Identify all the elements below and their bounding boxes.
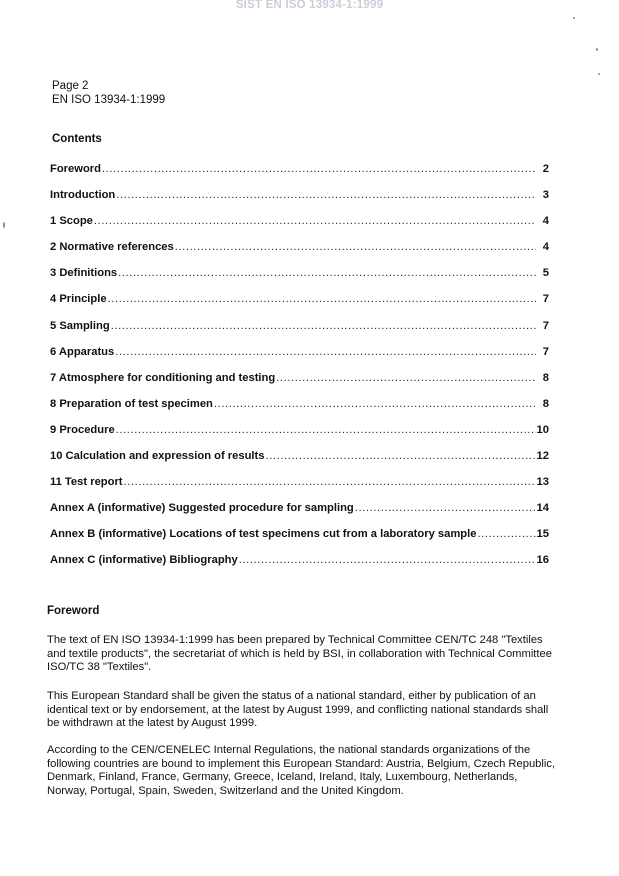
toc-entry-title: Annex A (informative) Suggested procedure for sampling (50, 502, 354, 515)
toc-entry-page: 8 (542, 371, 549, 384)
toc-entry[interactable] (50, 215, 549, 241)
toc-leader-dots (102, 163, 536, 175)
standard-reference: EN ISO 13934-1:1999 (52, 94, 166, 106)
toc-leader-dots (111, 320, 536, 332)
scan-speck (596, 48, 598, 51)
toc-entry-page: 2 (542, 163, 549, 175)
toc-entry-page: 4 (542, 215, 549, 228)
toc-leader-dots (276, 372, 536, 384)
toc-entry[interactable] (50, 346, 549, 372)
toc-entry-page: 13 (536, 476, 549, 489)
toc-entry-title: Annex B (informative) Locations of test specimens cut from a laboratory sample (50, 528, 477, 541)
toc-leader-dots (239, 554, 536, 566)
toc-entry-title: 5 Sampling (50, 319, 110, 332)
toc-leader-dots (108, 293, 536, 305)
toc-leader-dots (94, 215, 536, 227)
toc-entry-title: Foreword (50, 163, 101, 175)
contents-heading: Contents (52, 133, 102, 145)
toc-entry-title: 8 Preparation of test specimen (50, 397, 213, 410)
toc-entry[interactable] (50, 320, 549, 346)
toc-entry[interactable] (50, 189, 549, 215)
toc-entry-title: Introduction (50, 189, 116, 202)
toc-entry-page: 3 (542, 189, 549, 202)
foreword-heading: Foreword (47, 605, 100, 617)
toc-leader-dots (118, 267, 536, 279)
toc-entry-title: 10 Calculation and expression of results (50, 450, 265, 463)
toc-entry[interactable] (50, 398, 549, 424)
toc-entry-page: 8 (542, 397, 549, 410)
toc-entry[interactable] (50, 528, 549, 554)
toc-entry[interactable] (50, 476, 549, 502)
toc-entry-title: Annex C (informative) Bibliography (50, 554, 238, 567)
toc-entry-title: 7 Atmosphere for conditioning and testing (50, 371, 276, 384)
scan-speck (3, 222, 5, 228)
toc-entry-page: 16 (536, 554, 549, 567)
table-of-contents (50, 163, 549, 581)
toc-entry-page: 7 (542, 345, 549, 358)
toc-entry-page: 4 (542, 241, 549, 254)
toc-entry-page: 7 (542, 319, 549, 332)
foreword-paragraph: This European Standard shall be given the status of a national standard, either by publication of an identical text or by endorsement, at the latest by August 1999, and conflicting national standards shall be withdrawn at the latest by August 1999. (47, 690, 549, 730)
foreword-paragraph: According to the CEN/CENELEC Internal Regulations, the national standards organizations of the following countries are bound to implement this European Standard: Austria, Belgium, Czech Republic, Denmark, Finland, France, Germany, Greece, Iceland, Ireland, Italy, Luxembourg, Netherlands, Norway, Portugal, Spain, Sweden, Switzerland and the United Kingdom. (47, 744, 556, 798)
toc-entry[interactable] (50, 241, 549, 267)
toc-entry[interactable] (50, 163, 549, 189)
toc-leader-dots (477, 528, 535, 540)
toc-entry-title: 6 Apparatus (50, 345, 115, 358)
toc-entry-title: 2 Normative references (50, 241, 174, 254)
toc-leader-dots (214, 398, 536, 410)
toc-entry[interactable] (50, 450, 549, 476)
toc-entry-page: 14 (536, 502, 549, 515)
scan-speck (573, 17, 575, 19)
toc-leader-dots (124, 476, 536, 488)
toc-entry[interactable] (50, 424, 549, 450)
toc-leader-dots (355, 502, 536, 514)
toc-leader-dots (266, 450, 536, 462)
toc-entry-title: 3 Definitions (50, 267, 118, 280)
toc-leader-dots (115, 346, 536, 358)
toc-entry-page: 5 (542, 267, 549, 280)
foreword-paragraph: The text of EN ISO 13934-1:1999 has been prepared by Technical Committee CEN/TC 248 "Textiles and textile products", the secretariat of which is held by BSI, in collaboration with Technical Committee ISO/TC 38 "Textiles". (47, 634, 552, 674)
toc-entry-page: 10 (536, 423, 549, 436)
toc-entry-page: 15 (536, 528, 549, 541)
toc-entry[interactable] (50, 554, 549, 580)
toc-entry[interactable] (50, 293, 549, 319)
page-label: Page 2 (52, 80, 89, 92)
toc-entry[interactable] (50, 372, 549, 398)
toc-leader-dots (116, 424, 536, 436)
toc-entry-title: 1 Scope (50, 215, 93, 228)
page-header (52, 79, 165, 107)
toc-leader-dots (116, 189, 536, 201)
toc-entry-title: 4 Principle (50, 293, 107, 306)
toc-entry-page: 12 (536, 450, 549, 463)
watermark: SIST EN ISO 13934-1:1999 (235, 0, 384, 11)
toc-entry[interactable] (50, 267, 549, 293)
scan-speck (598, 73, 600, 75)
toc-entry-title: 9 Procedure (50, 423, 115, 436)
toc-entry-page: 7 (542, 293, 549, 306)
toc-entry[interactable] (50, 502, 549, 528)
toc-entry-title: 11 Test report (50, 476, 123, 489)
toc-leader-dots (175, 241, 536, 253)
